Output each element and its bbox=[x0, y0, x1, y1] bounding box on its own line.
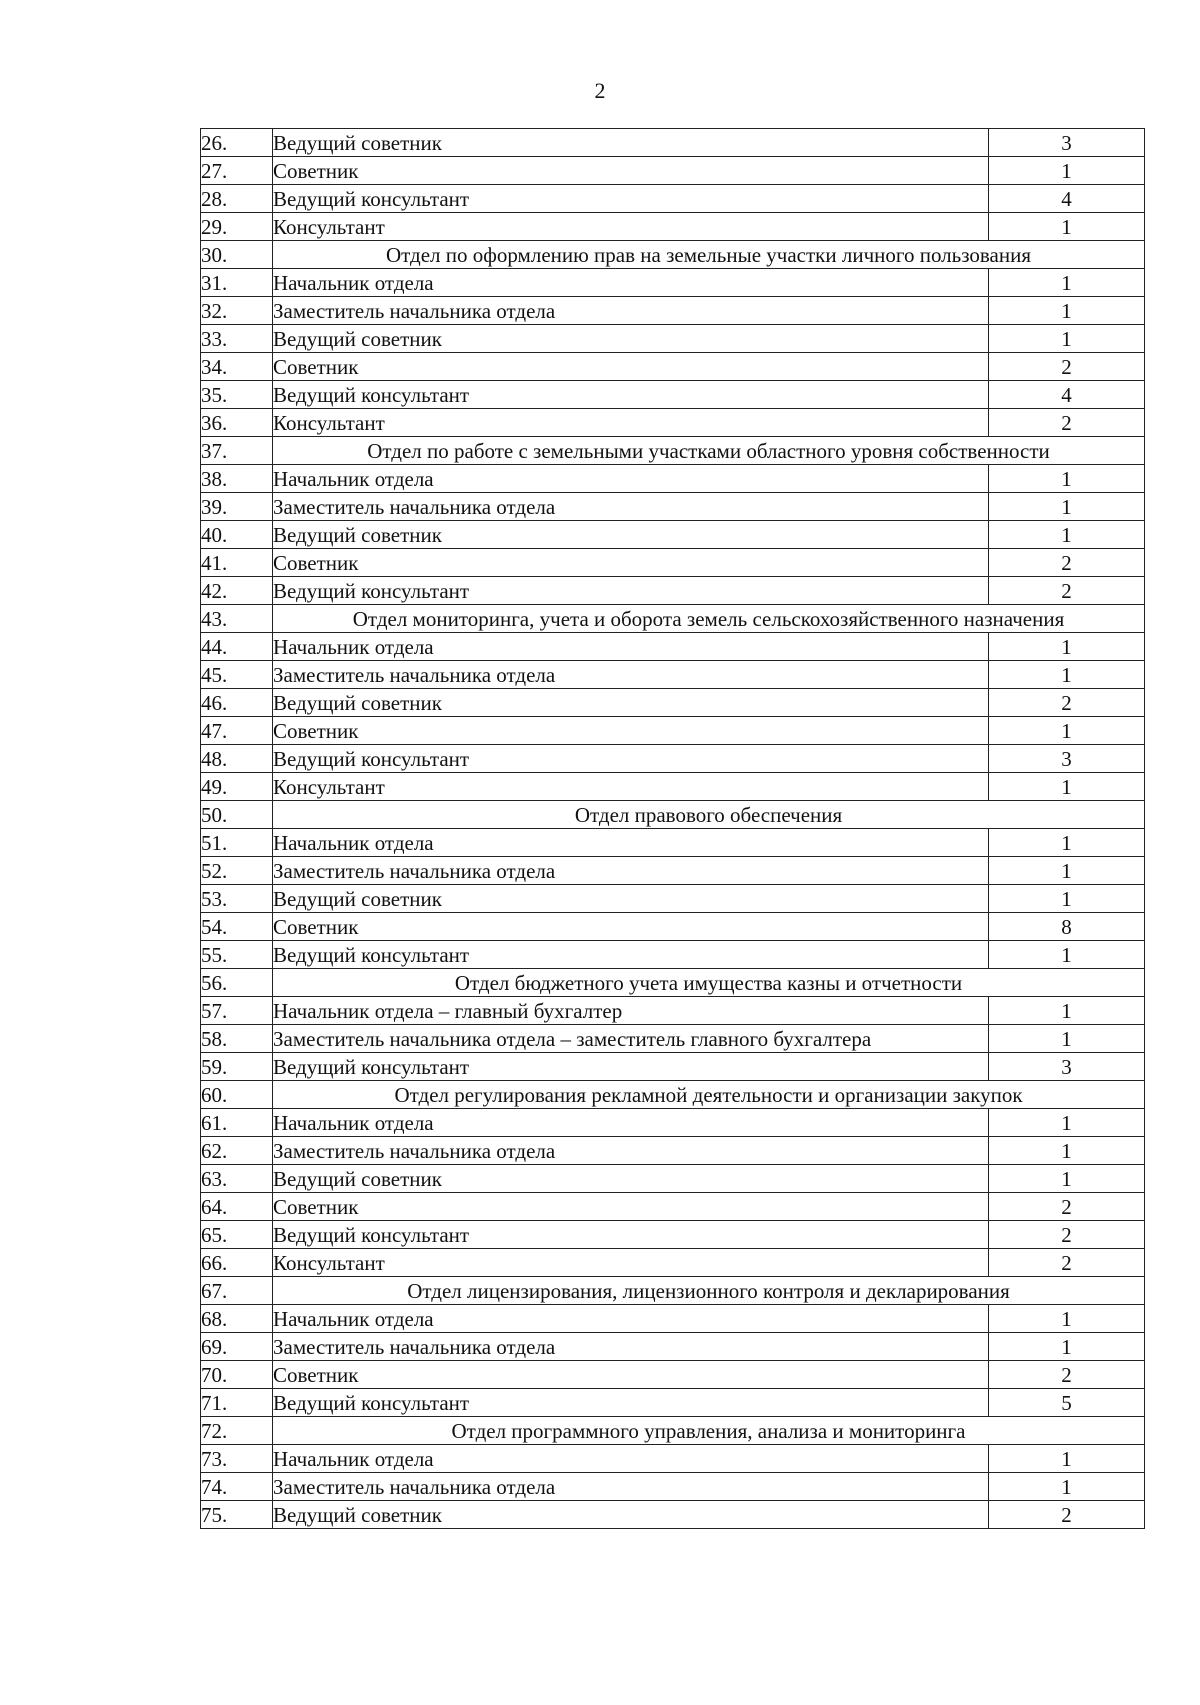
position-count: 1 bbox=[989, 297, 1145, 325]
table-row bbox=[201, 1193, 1145, 1221]
row-number: 44. bbox=[201, 633, 273, 661]
row-number: 49. bbox=[201, 773, 273, 801]
table-row bbox=[201, 1109, 1145, 1137]
row-number: 56. bbox=[201, 969, 273, 997]
table-row bbox=[201, 157, 1145, 185]
position-count: 1 bbox=[989, 1333, 1145, 1361]
table-row bbox=[201, 857, 1145, 885]
table-row bbox=[201, 1389, 1145, 1417]
row-number: 39. bbox=[201, 493, 273, 521]
table-row bbox=[201, 1473, 1145, 1501]
table-row bbox=[201, 1333, 1145, 1361]
table-row bbox=[201, 185, 1145, 213]
position-title: Начальник отдела bbox=[273, 465, 989, 493]
table-row bbox=[201, 1361, 1145, 1389]
position-title: Заместитель начальника отдела bbox=[273, 857, 989, 885]
table-row bbox=[201, 409, 1145, 437]
row-number: 33. bbox=[201, 325, 273, 353]
position-title: Заместитель начальника отдела bbox=[273, 297, 989, 325]
row-number: 64. bbox=[201, 1193, 273, 1221]
position-count: 2 bbox=[989, 1221, 1145, 1249]
table-row bbox=[201, 689, 1145, 717]
position-count: 5 bbox=[989, 1389, 1145, 1417]
row-number: 73. bbox=[201, 1445, 273, 1473]
position-count: 1 bbox=[989, 857, 1145, 885]
table-row bbox=[201, 325, 1145, 353]
position-title: Советник bbox=[273, 913, 989, 941]
row-number: 61. bbox=[201, 1109, 273, 1137]
position-count: 1 bbox=[989, 269, 1145, 297]
position-title: Ведущий консультант bbox=[273, 577, 989, 605]
position-count: 1 bbox=[989, 1445, 1145, 1473]
row-number: 48. bbox=[201, 745, 273, 773]
row-number: 57. bbox=[201, 997, 273, 1025]
position-count: 2 bbox=[989, 577, 1145, 605]
row-number: 62. bbox=[201, 1137, 273, 1165]
position-count: 4 bbox=[989, 381, 1145, 409]
row-number: 66. bbox=[201, 1249, 273, 1277]
position-title: Ведущий советник bbox=[273, 885, 989, 913]
position-count: 1 bbox=[989, 941, 1145, 969]
position-count: 2 bbox=[989, 1249, 1145, 1277]
position-count: 1 bbox=[989, 1025, 1145, 1053]
position-title: Ведущий консультант bbox=[273, 1221, 989, 1249]
section-title: Отдел регулирования рекламной деятельности и организации закупок bbox=[273, 1081, 1145, 1109]
table-row bbox=[201, 717, 1145, 745]
position-count: 1 bbox=[989, 1473, 1145, 1501]
position-count: 1 bbox=[989, 633, 1145, 661]
position-count: 1 bbox=[989, 1305, 1145, 1333]
position-count: 1 bbox=[989, 661, 1145, 689]
position-title: Заместитель начальника отдела – заместитель главного бухгалтера bbox=[273, 1025, 989, 1053]
row-number: 74. bbox=[201, 1473, 273, 1501]
position-title: Ведущий советник bbox=[273, 521, 989, 549]
table-row bbox=[201, 577, 1145, 605]
table-row bbox=[201, 633, 1145, 661]
staff-table bbox=[200, 128, 1145, 1529]
position-title: Советник bbox=[273, 549, 989, 577]
table-row bbox=[201, 1445, 1145, 1473]
position-count: 2 bbox=[989, 1193, 1145, 1221]
row-number: 72. bbox=[201, 1417, 273, 1445]
row-number: 53. bbox=[201, 885, 273, 913]
position-title: Ведущий советник bbox=[273, 129, 989, 157]
row-number: 59. bbox=[201, 1053, 273, 1081]
row-number: 68. bbox=[201, 1305, 273, 1333]
row-number: 42. bbox=[201, 577, 273, 605]
position-count: 8 bbox=[989, 913, 1145, 941]
section-row bbox=[201, 1277, 1145, 1305]
table-row bbox=[201, 269, 1145, 297]
position-title: Ведущий консультант bbox=[273, 185, 989, 213]
page-number: 2 bbox=[594, 78, 606, 103]
position-title: Заместитель начальника отдела bbox=[273, 493, 989, 521]
row-number: 37. bbox=[201, 437, 273, 465]
row-number: 43. bbox=[201, 605, 273, 633]
position-title: Заместитель начальника отдела bbox=[273, 661, 989, 689]
row-number: 60. bbox=[201, 1081, 273, 1109]
table-row bbox=[201, 521, 1145, 549]
row-number: 46. bbox=[201, 689, 273, 717]
position-count: 2 bbox=[989, 689, 1145, 717]
table-row bbox=[201, 1053, 1145, 1081]
table-row bbox=[201, 353, 1145, 381]
position-title: Ведущий консультант bbox=[273, 381, 989, 409]
row-number: 32. bbox=[201, 297, 273, 325]
table-row bbox=[201, 941, 1145, 969]
position-title: Заместитель начальника отдела bbox=[273, 1137, 989, 1165]
section-title: Отдел бюджетного учета имущества казны и отчетности bbox=[273, 969, 1145, 997]
position-title: Советник bbox=[273, 1361, 989, 1389]
table-row bbox=[201, 1137, 1145, 1165]
table-row bbox=[201, 1221, 1145, 1249]
section-title: Отдел по работе с земельными участками областного уровня собственности bbox=[273, 437, 1145, 465]
position-title: Начальник отдела bbox=[273, 1109, 989, 1137]
position-title: Начальник отдела bbox=[273, 829, 989, 857]
table-row bbox=[201, 661, 1145, 689]
row-number: 35. bbox=[201, 381, 273, 409]
position-title: Начальник отдела bbox=[273, 1305, 989, 1333]
row-number: 30. bbox=[201, 241, 273, 269]
section-title: Отдел правового обеспечения bbox=[273, 801, 1145, 829]
section-row bbox=[201, 241, 1145, 269]
row-number: 58. bbox=[201, 1025, 273, 1053]
section-row bbox=[201, 1417, 1145, 1445]
table-row bbox=[201, 1501, 1145, 1529]
table-row bbox=[201, 829, 1145, 857]
row-number: 63. bbox=[201, 1165, 273, 1193]
row-number: 75. bbox=[201, 1501, 273, 1529]
row-number: 54. bbox=[201, 913, 273, 941]
section-title: Отдел лицензирования, лицензионного контроля и декларирования bbox=[273, 1277, 1145, 1305]
position-count: 1 bbox=[989, 1137, 1145, 1165]
position-count: 3 bbox=[989, 1053, 1145, 1081]
position-count: 1 bbox=[989, 465, 1145, 493]
row-number: 26. bbox=[201, 129, 273, 157]
row-number: 40. bbox=[201, 521, 273, 549]
row-number: 41. bbox=[201, 549, 273, 577]
section-title: Отдел мониторинга, учета и оборота земель сельскохозяйственного назначения bbox=[273, 605, 1145, 633]
table-row bbox=[201, 465, 1145, 493]
position-title: Ведущий советник bbox=[273, 1165, 989, 1193]
table-row bbox=[201, 549, 1145, 577]
table-row bbox=[201, 381, 1145, 409]
table-row bbox=[201, 1165, 1145, 1193]
position-title: Консультант bbox=[273, 213, 989, 241]
position-title: Начальник отдела bbox=[273, 269, 989, 297]
position-title: Начальник отдела – главный бухгалтер bbox=[273, 997, 989, 1025]
position-count: 1 bbox=[989, 829, 1145, 857]
row-number: 45. bbox=[201, 661, 273, 689]
section-row bbox=[201, 801, 1145, 829]
position-count: 1 bbox=[989, 521, 1145, 549]
table-row bbox=[201, 213, 1145, 241]
position-title: Ведущий консультант bbox=[273, 745, 989, 773]
position-count: 2 bbox=[989, 1501, 1145, 1529]
row-number: 51. bbox=[201, 829, 273, 857]
position-count: 1 bbox=[989, 325, 1145, 353]
position-title: Консультант bbox=[273, 409, 989, 437]
position-title: Ведущий советник bbox=[273, 689, 989, 717]
table-row bbox=[201, 129, 1145, 157]
row-number: 50. bbox=[201, 801, 273, 829]
position-count: 1 bbox=[989, 717, 1145, 745]
table-row bbox=[201, 297, 1145, 325]
position-count: 1 bbox=[989, 1109, 1145, 1137]
table-row bbox=[201, 997, 1145, 1025]
table-row bbox=[201, 1249, 1145, 1277]
table-row bbox=[201, 885, 1145, 913]
section-row bbox=[201, 969, 1145, 997]
position-title: Начальник отдела bbox=[273, 1445, 989, 1473]
position-title: Советник bbox=[273, 157, 989, 185]
position-count: 2 bbox=[989, 409, 1145, 437]
row-number: 47. bbox=[201, 717, 273, 745]
table-row bbox=[201, 493, 1145, 521]
position-count: 3 bbox=[989, 745, 1145, 773]
section-row bbox=[201, 437, 1145, 465]
position-title: Советник bbox=[273, 353, 989, 381]
position-title: Ведущий советник bbox=[273, 1501, 989, 1529]
position-count: 1 bbox=[989, 157, 1145, 185]
position-title: Советник bbox=[273, 717, 989, 745]
position-title: Ведущий консультант bbox=[273, 941, 989, 969]
table-row bbox=[201, 1025, 1145, 1053]
section-row bbox=[201, 605, 1145, 633]
row-number: 69. bbox=[201, 1333, 273, 1361]
row-number: 38. bbox=[201, 465, 273, 493]
row-number: 28. bbox=[201, 185, 273, 213]
table-row bbox=[201, 773, 1145, 801]
position-title: Заместитель начальника отдела bbox=[273, 1473, 989, 1501]
row-number: 70. bbox=[201, 1361, 273, 1389]
row-number: 27. bbox=[201, 157, 273, 185]
position-title: Консультант bbox=[273, 1249, 989, 1277]
position-title: Консультант bbox=[273, 773, 989, 801]
table-row bbox=[201, 1305, 1145, 1333]
row-number: 55. bbox=[201, 941, 273, 969]
section-title: Отдел программного управления, анализа и мониторинга bbox=[273, 1417, 1145, 1445]
position-title: Ведущий советник bbox=[273, 325, 989, 353]
position-count: 2 bbox=[989, 1361, 1145, 1389]
table-row bbox=[201, 913, 1145, 941]
position-count: 4 bbox=[989, 185, 1145, 213]
position-title: Ведущий консультант bbox=[273, 1053, 989, 1081]
row-number: 65. bbox=[201, 1221, 273, 1249]
position-count: 2 bbox=[989, 353, 1145, 381]
section-title: Отдел по оформлению прав на земельные участки личного пользования bbox=[273, 241, 1145, 269]
section-row bbox=[201, 1081, 1145, 1109]
position-count: 1 bbox=[989, 773, 1145, 801]
position-count: 2 bbox=[989, 549, 1145, 577]
position-title: Начальник отдела bbox=[273, 633, 989, 661]
row-number: 31. bbox=[201, 269, 273, 297]
row-number: 29. bbox=[201, 213, 273, 241]
position-count: 1 bbox=[989, 1165, 1145, 1193]
position-title: Заместитель начальника отдела bbox=[273, 1333, 989, 1361]
position-count: 1 bbox=[989, 885, 1145, 913]
position-title: Советник bbox=[273, 1193, 989, 1221]
position-count: 1 bbox=[989, 493, 1145, 521]
row-number: 52. bbox=[201, 857, 273, 885]
row-number: 34. bbox=[201, 353, 273, 381]
table-row bbox=[201, 745, 1145, 773]
row-number: 71. bbox=[201, 1389, 273, 1417]
position-count: 1 bbox=[989, 213, 1145, 241]
staff-table-body bbox=[201, 129, 1145, 1529]
row-number: 67. bbox=[201, 1277, 273, 1305]
position-title: Ведущий консультант bbox=[273, 1389, 989, 1417]
position-count: 3 bbox=[989, 129, 1145, 157]
row-number: 36. bbox=[201, 409, 273, 437]
position-count: 1 bbox=[989, 997, 1145, 1025]
